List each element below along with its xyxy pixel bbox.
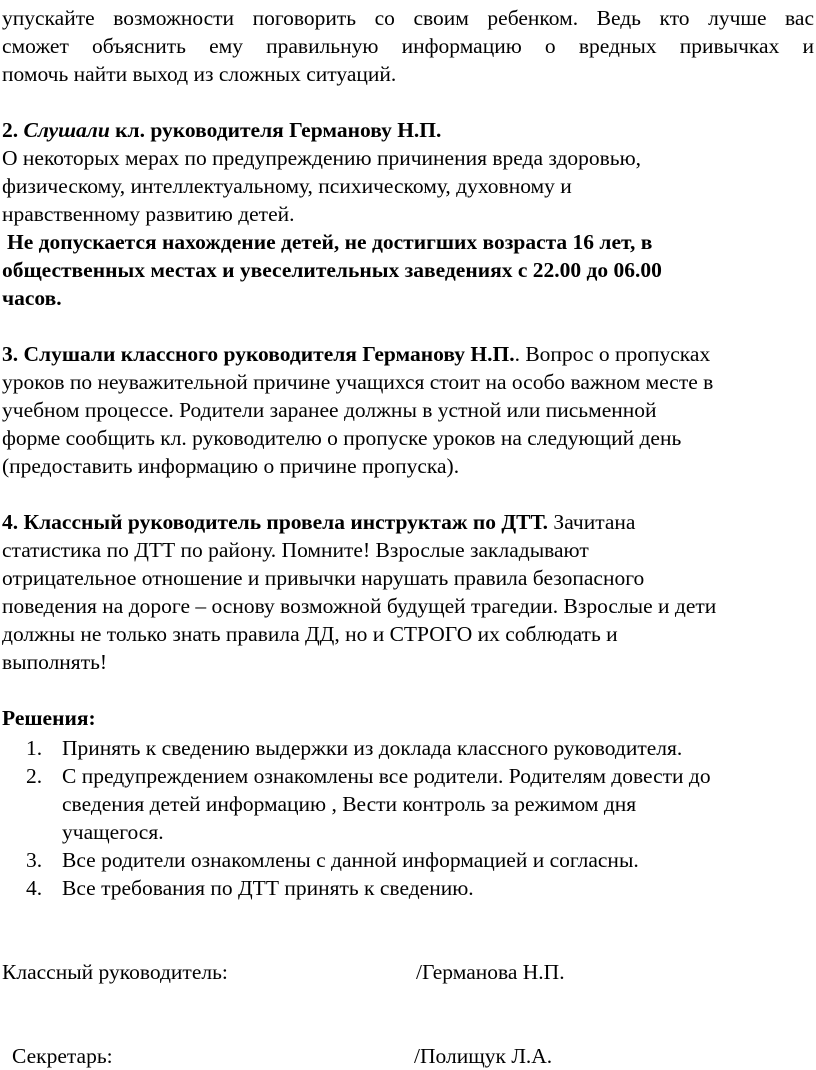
- decision-number: 4.: [26, 876, 43, 900]
- section-4-first-line: [2, 508, 814, 536]
- section-2-line: физическому, интеллектуальному, психическому, духовному и: [2, 174, 572, 198]
- section-2-line: нравственному развитию детей.: [2, 202, 295, 226]
- section-2-bold-line: часов.: [2, 286, 62, 310]
- section-3: [2, 340, 814, 480]
- decision-item: [26, 874, 816, 902]
- section-4-line: должны не только знать правила ДД, но и СТРОГО их соблюдать и: [2, 622, 618, 646]
- section-3-line: уроков по неуважительной причине учащихся стоит на особо важном месте в: [2, 370, 714, 394]
- intro-line: сможет объяснить ему правильную информацию о вредных привычках и: [2, 34, 814, 58]
- decision-text: Все требования по ДТТ принять к сведению.: [62, 876, 474, 900]
- section-4-line: отрицательное отношение и привычки нарушать правила безопасного: [2, 566, 645, 590]
- section-3-lead: . Вопрос о пропусках: [514, 342, 711, 366]
- section-2-bold-line: общественных местах и увеселительных заведениях с 22.00 до 06.00: [2, 258, 662, 282]
- section-3-heading: 3. Слушали классного руководителя Германову Н.П.: [2, 342, 515, 366]
- decisions-heading: Решения:: [2, 706, 96, 730]
- secretary-signature-name: /Полищук Л.А.: [414, 1044, 553, 1068]
- decision-text: Все родители ознакомлены с данной информацией и согласны.: [62, 848, 639, 872]
- section-3-line: учебном процессе. Родители заранее должны в устной или письменной: [2, 398, 657, 422]
- section-4-line: статистика по ДТТ по району. Помните! Взрослые закладывают: [2, 538, 589, 562]
- decision-item: [26, 762, 816, 846]
- intro-line: помочь найти выход из сложных ситуаций.: [2, 62, 397, 86]
- section-2: [2, 116, 814, 312]
- section-4-line: выполнять!: [2, 650, 108, 674]
- section-4: [2, 508, 814, 676]
- section-2-heading-rest: кл. руководителя Германову Н.П.: [115, 118, 442, 142]
- section-2-line: О некоторых мерах по предупреждению причинения вреда здоровью,: [2, 146, 642, 170]
- section-4-line: поведения на дороге – основу возможной будущей трагедии. Взрослые и дети: [2, 594, 717, 618]
- teacher-signature-label: Классный руководитель:: [2, 960, 228, 984]
- decision-item: [26, 846, 816, 874]
- decision-text: Принять к сведению выдержки из доклада классного руководителя.: [62, 736, 683, 760]
- intro-paragraph: [2, 4, 814, 88]
- decision-number: 1.: [26, 736, 43, 760]
- section-2-bold-line: Не допускается нахождение детей, не достигших возраста 16 лет, в: [7, 230, 653, 254]
- section-3-line: (предоставить информацию о причине пропуска).: [2, 454, 460, 478]
- decisions-list: [26, 734, 816, 902]
- section-2-number: 2.: [2, 118, 19, 142]
- section-4-heading: 4. Классный руководитель провела инструктаж по ДТТ.: [2, 510, 549, 534]
- decision-item: [26, 734, 816, 762]
- decision-text: С предупреждением ознакомлены все родители. Родителям довести до: [62, 764, 711, 788]
- decision-number: 3.: [26, 848, 43, 872]
- teacher-signature-name: /Германова Н.П.: [416, 960, 565, 984]
- decision-text: сведения детей информацию , Вести контроль за режимом дня: [62, 792, 637, 816]
- section-3-first-line: [2, 340, 814, 368]
- section-4-lead: Зачитана: [548, 510, 636, 534]
- section-2-heading: [2, 116, 814, 144]
- intro-line: упускайте возможности поговорить со своим ребенком. Ведь кто лучше вас: [2, 6, 814, 30]
- decision-text: учащегося.: [62, 820, 164, 844]
- section-3-line: форме сообщить кл. руководителю о пропуске уроков на следующий день: [2, 426, 682, 450]
- decision-number: 2.: [26, 764, 43, 788]
- section-2-heard: Слушали: [23, 118, 110, 142]
- secretary-signature-label: Секретарь:: [12, 1044, 113, 1068]
